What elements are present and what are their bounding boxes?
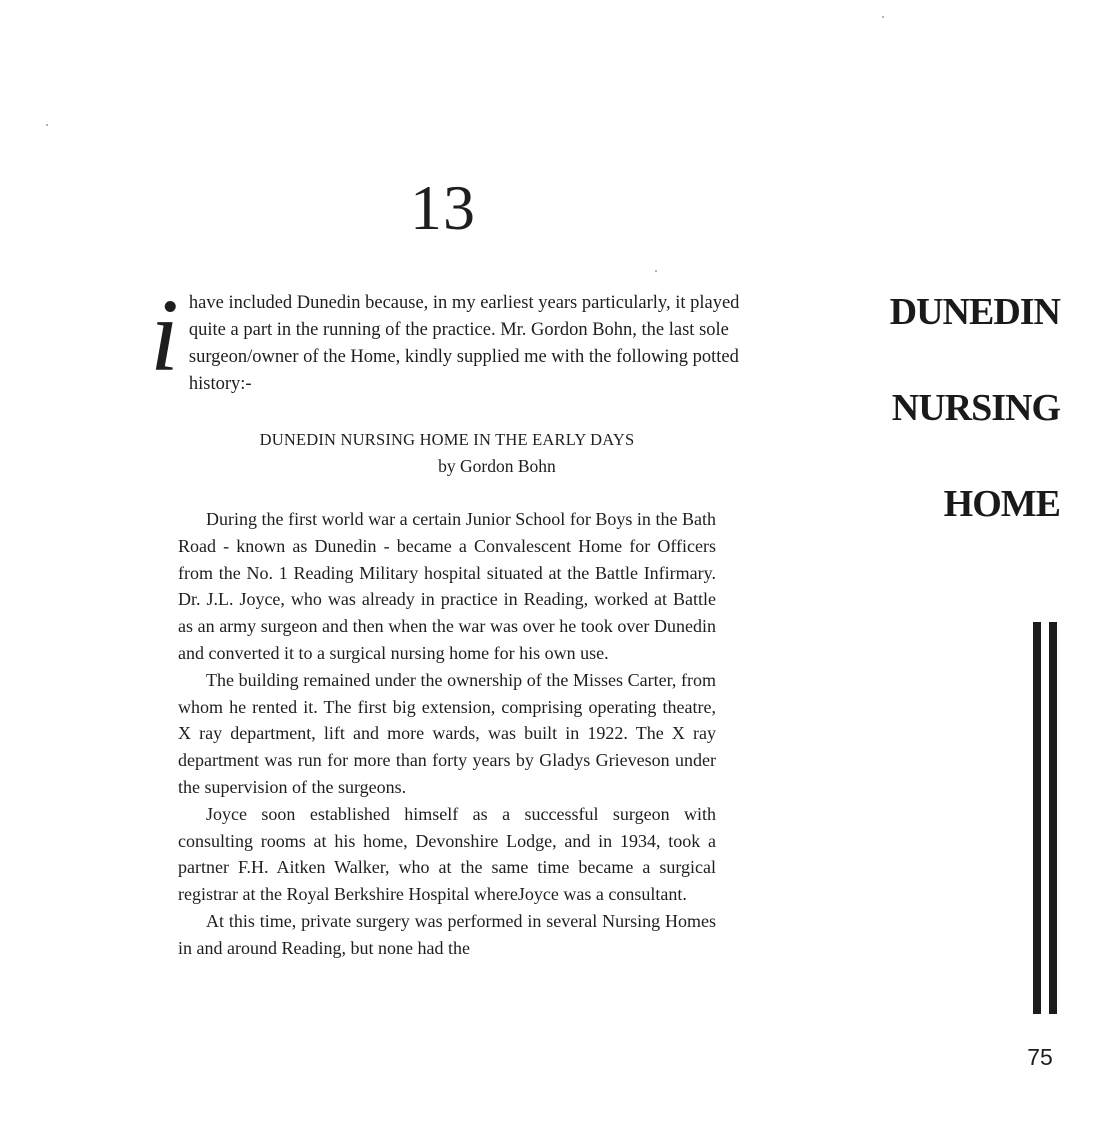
extract-byline: by Gordon Bohn — [438, 456, 556, 476]
body-paragraph: During the first world war a certain Junior School for Boys in the Bath Road - known as Dunedin - became a Convalescent Home for Officers from the No. 1 Reading Military hospital situated at the Battle Infirmary. Dr. J.L. Joyce, who was already in practice in Reading, worked at Battle as an army surgeon and then when the war was over he took over Dunedin and converted it to a surgical nursing home for his own use. — [178, 509, 716, 663]
page-number: 75 — [1027, 1044, 1053, 1070]
intro-paragraph — [140, 278, 740, 398]
side-title-line-1: DUNEDIN — [889, 291, 1060, 333]
body-paragraph: At this time, private surgery was performed in several Nursing Homes in and around Reading, but none had the — [178, 910, 716, 958]
chapter-number: 13 — [410, 172, 476, 243]
scan-speck — [46, 124, 48, 126]
side-title-line-2: NURSING — [891, 387, 1060, 429]
body-paragraph: The building remained under the ownership of the Misses Carter, from whom he rented it. The first big extension, comprising operating theatre, X ray department, lift and more wards, was built in 1922. The X ray department was run for more than forty years by Gladys Grieveson under the supervision of the surgeons. — [178, 669, 716, 797]
intro-text: have included Dunedin because, in my earliest years particularly, it played quite a part in the running of the practice. Mr. Gordon Bohn, the last sole surgeon/owner of the Home, kindly supplied me with the following potted history:- — [188, 293, 740, 394]
body-paragraph: Joyce soon established himself as a successful surgeon with consulting rooms at his home, Devonshire Lodge, and in 1934, took a partner F.H. Aitken Walker, who at the same time became a surgical registrar at the Royal Berkshire Hospital whereJoyce was a consultant. — [178, 803, 716, 905]
body-text — [178, 506, 716, 962]
scan-speck — [882, 16, 884, 18]
extract-title: DUNEDIN NURSING HOME IN THE EARLY DAYS — [259, 430, 635, 449]
decorative-bar-left — [1033, 622, 1041, 1014]
drop-cap: i — [150, 278, 179, 393]
side-title-line-3: HOME — [943, 483, 1060, 525]
decorative-bar-right — [1049, 622, 1057, 1014]
scan-speck — [655, 270, 657, 272]
